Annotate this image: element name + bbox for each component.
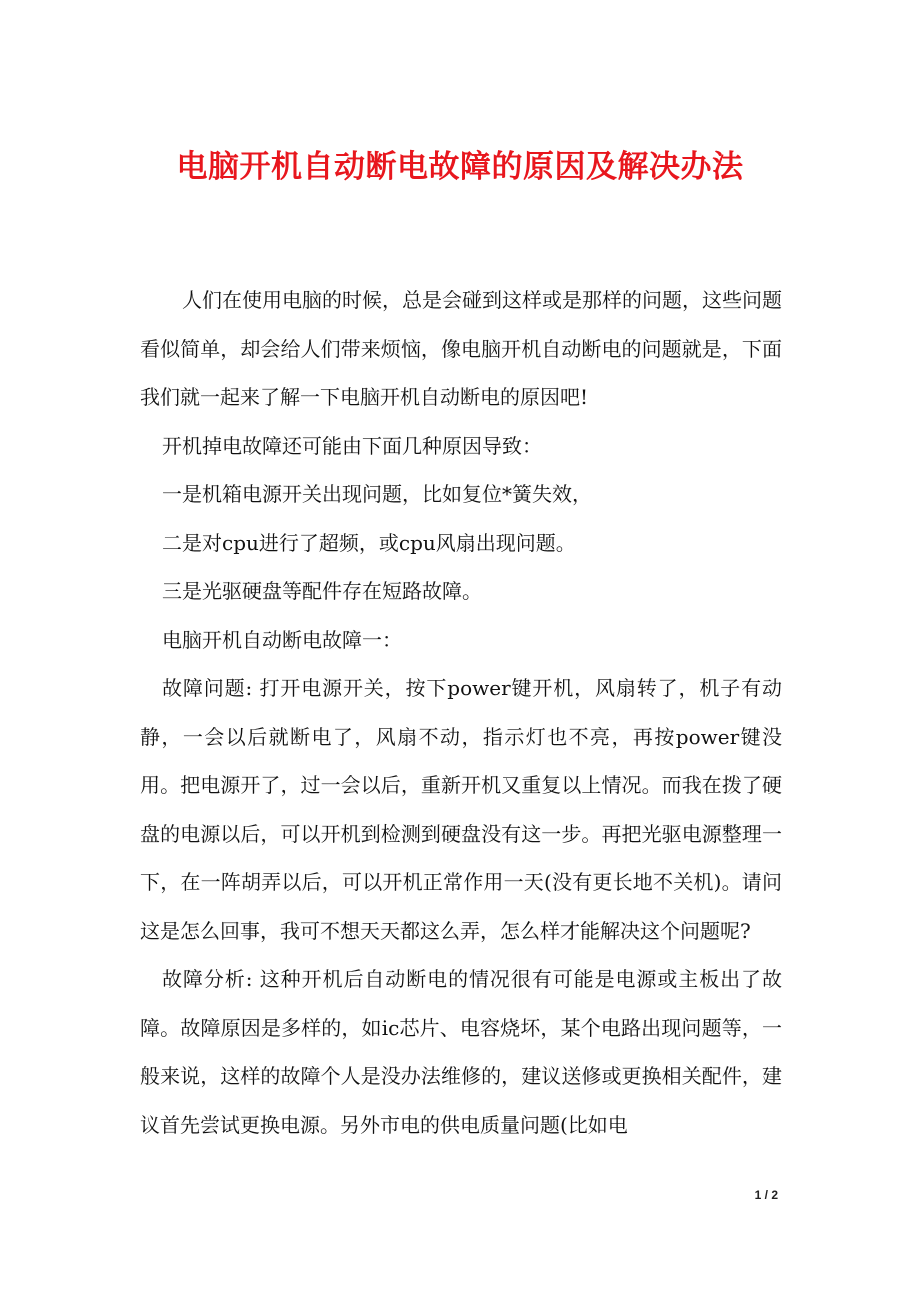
paragraph-fault-question: 故障问题: 打开电源开关，按下power键开机，风扇转了，机子有动静，一会以后就断电了，风扇不动，指示灯也不亮，再按power键没用。把电源开了，过一会以后，重新开机又重复以上情况。而我在拨了硬盘的电源以后，可以开机到检测到硬盘没有这一步。再把光驱电源整理一下，在一阵胡弄以后，可以开机正常作用一天(没有更长地不关机)。请问这是怎么回事，我可不想天天都这么弄，怎么样才能解决这个问题呢? (140, 676, 782, 943)
paragraph-causes-heading: 开机掉电故障还可能由下面几种原因导致： (162, 433, 542, 458)
paragraph-fault-analysis: 故障分析: 这种开机后自动断电的情况很有可能是电源或主板出了故障。故障原因是多样的，如ic芯片、电容烧坏，某个电路出现问题等，一般来说，这样的故障个人是没办法维修的，建议送修或更换相关配件，建议首先尝试更换电源。另外市电的供电质量问题(比如电 (140, 967, 782, 1137)
paragraph-intro: 人们在使用电脑的时候，总是会碰到这样或是那样的问题，这些问题看似简单，却会给人们带来烦恼，像电脑开机自动断电的问题就是，下面我们就一起来了解一下电脑开机自动断电的原因吧! (140, 288, 782, 409)
document-title: 电脑开机自动断电故障的原因及解决办法 (176, 149, 744, 185)
paragraph-cause-3: 三是光驱硬盘等配件存在短路故障。 (162, 579, 482, 603)
page-number: 1 / 2 (754, 1188, 778, 1202)
paragraph-cause-2: 二是对cpu进行了超频，或cpu风扇出现问题。 (162, 530, 576, 555)
paragraph-cause-1: 一是机箱电源开关出现问题，比如复位*簧失效， (162, 482, 592, 506)
paragraph-fault-1-heading: 电脑开机自动断电故障一： (162, 627, 402, 652)
document-body (140, 276, 782, 1149)
